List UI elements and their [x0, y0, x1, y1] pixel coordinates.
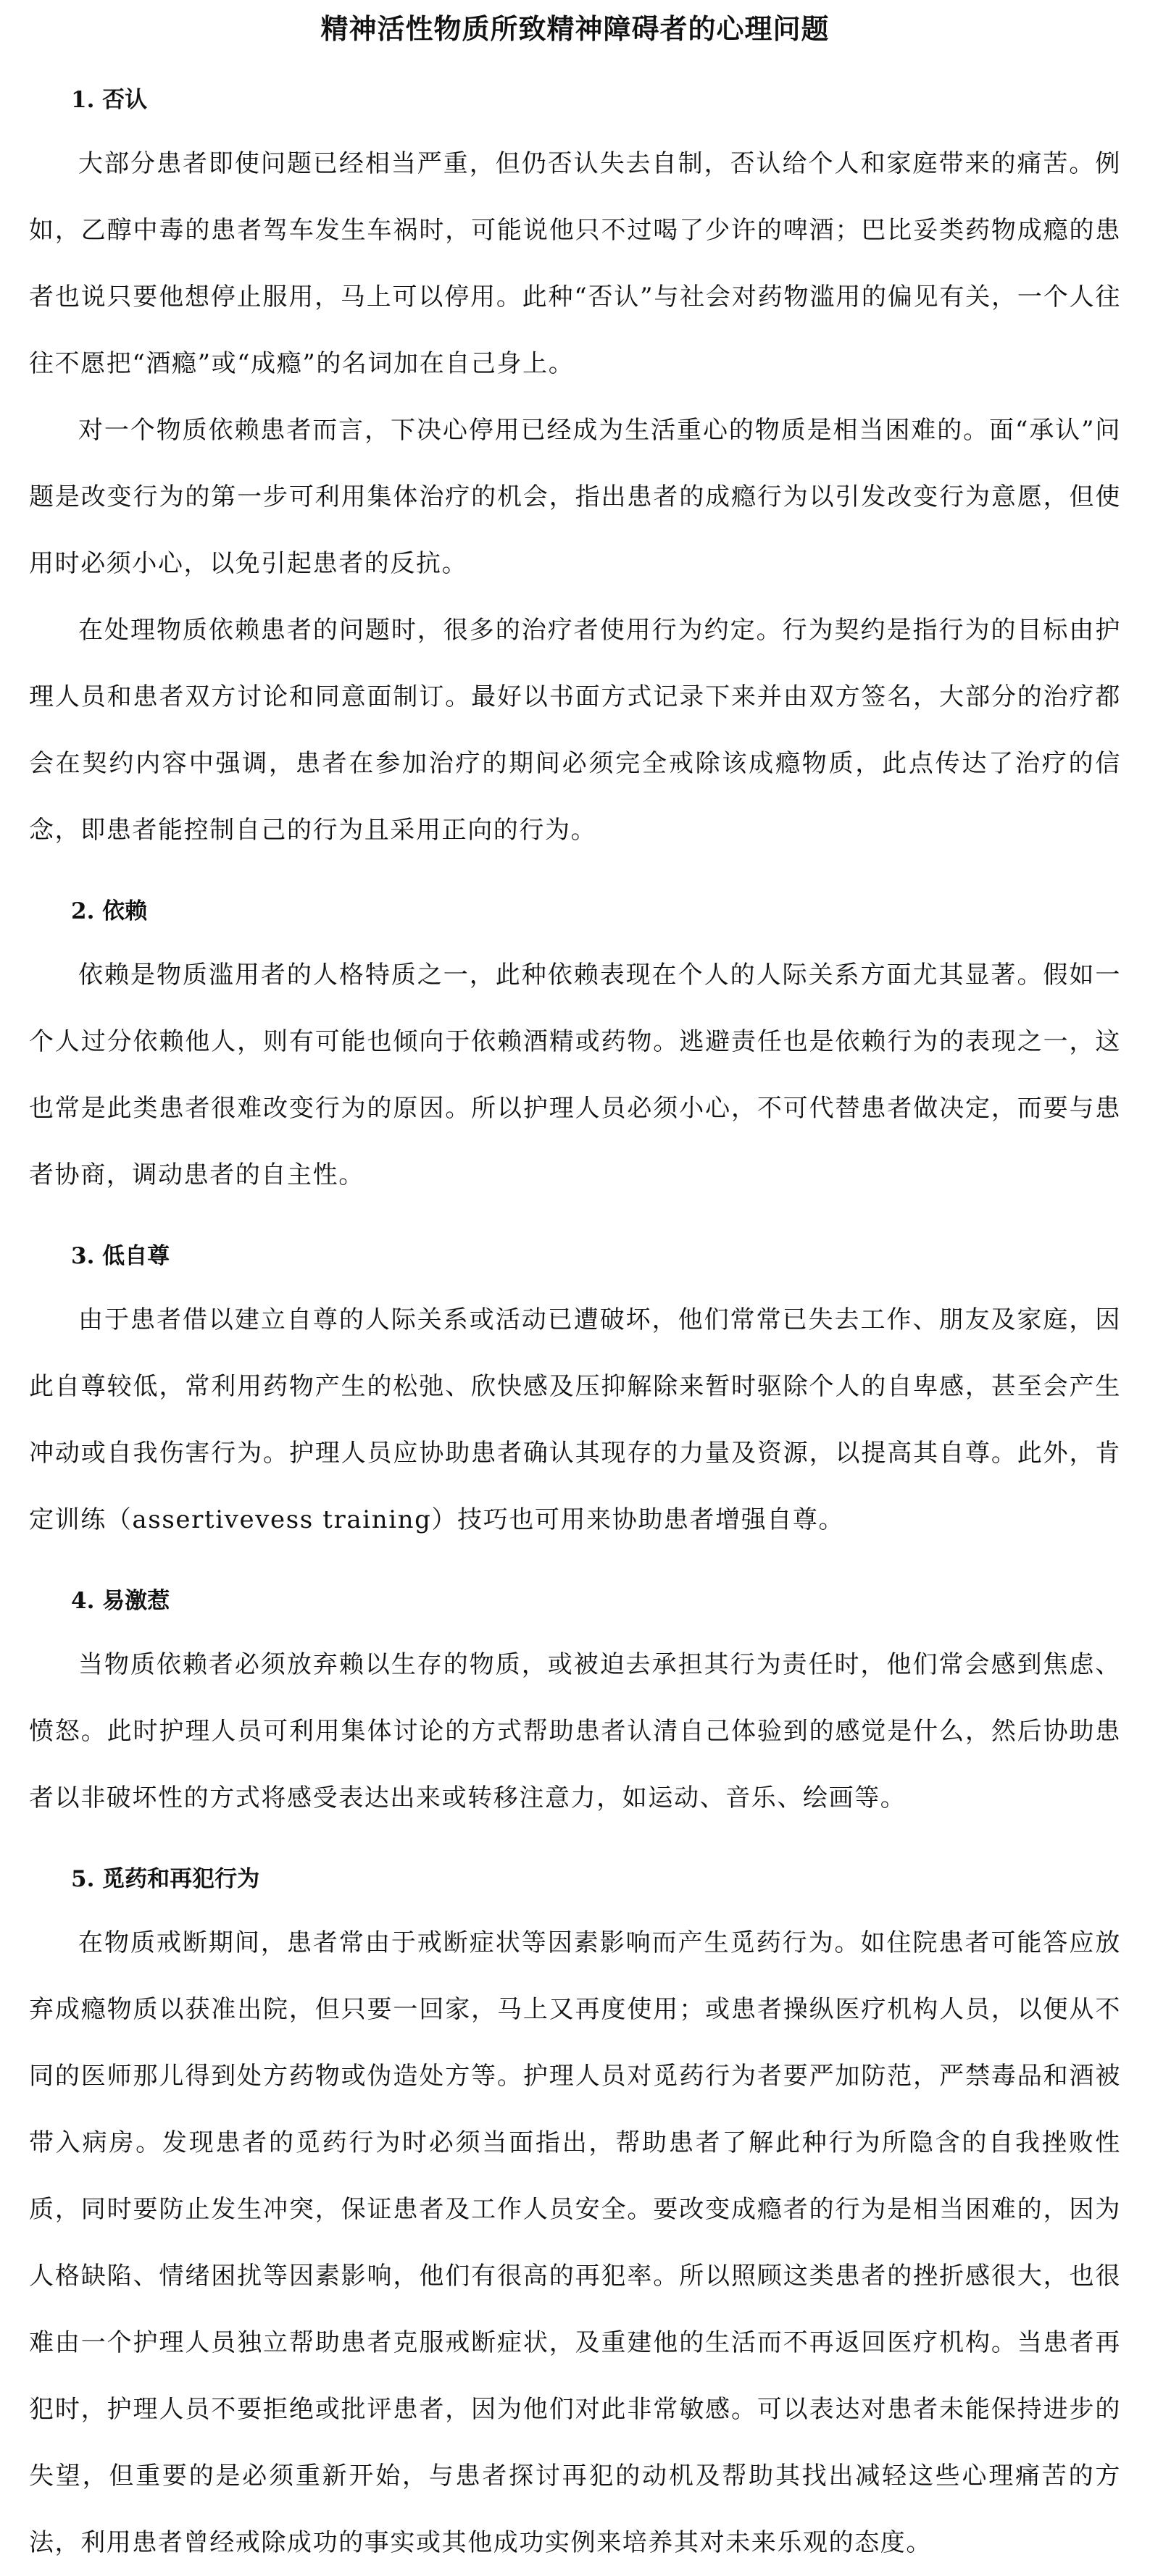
section-heading: 3. 低自尊 [71, 1243, 170, 1269]
section-drug-seeking-relapse [29, 1849, 1121, 2576]
document-title: 精神活性物质所致精神障碍者的心理问题 [320, 12, 830, 45]
paragraph: 当物质依赖者必须放弃赖以生存的物质，或被迫去承担其行为责任时，他们常会感到焦虑、愤怒。此时护理人员可利用集体讨论的方式帮助患者认清自己体验到的感觉是什么，然后协助患者以非破坏性的方式将感受表达出来或转移注意力，如运动、音乐、绘画等。 [29, 1650, 1121, 1812]
paragraph: 对一个物质依赖患者而言，下决心停用已经成为生活重心的物质是相当困难的。面“承认”问题是改变行为的第一步可利用集体治疗的机会，指出患者的成瘾行为以引发改变行为意愿，但使用时必须小心，以免引起患者的反抗。 [29, 416, 1121, 578]
section-heading: 5. 觅药和再犯行为 [71, 1866, 260, 1892]
section-heading: 2. 依赖 [71, 898, 148, 924]
paragraph: 大部分患者即使问题已经相当严重，但仍否认失去自制，否认给个人和家庭带来的痛苦。例如，乙醇中毒的患者驾车发生车祸时，可能说他只不过喝了少许的啤酒；巴比妥类药物成瘾的患者也说只要他想停止服用，马上可以停用。此种“否认”与社会对药物滥用的偏见有关，一个人往往不愿把“酒瘾”或“成瘾”的名词加在自己身上。 [29, 149, 1121, 378]
paragraph: 依赖是物质滥用者的人格特质之一，此种依赖表现在个人的人际关系方面尤其显著。假如一个人过分依赖他人，则有可能也倾向于依赖酒精或药物。逃避责任也是依赖行为的表现之一，这也常是此类患者很难改变行为的原因。所以护理人员必须小心，不可代替患者做决定，而要与患者协商，调动患者的自主性。 [29, 961, 1121, 1189]
section-dependence [29, 881, 1121, 1208]
paragraph: 在物质戒断期间，患者常由于戒断症状等因素影响而产生觅药行为。如住院患者可能答应放弃成瘾物质以获准出院，但只要一回家，马上又再度使用；或患者操纵医疗机构人员，以便从不同的医师那儿得到处方药物或伪造处方等。护理人员对觅药行为者要严加防范，严禁毒品和酒被带入病房。发现患者的觅药行为时必须当面指出，帮助患者了解此种行为所隐含的自我挫败性质，同时要防止发生冲突，保证患者及工作人员安全。要改变成瘾者的行为是相当困难的，因为人格缺陷、情绪困扰等因素影响，他们有很高的再犯率。所以照顾这类患者的挫折感很大，也很难由一个护理人员独立帮助患者克服戒断症状，及重建他的生活而不再返回医疗机构。当患者再犯时，护理人员不要拒绝或批评患者，因为他们对此非常敏感。可以表达对患者未能保持进步的失望，但重要的是必须重新开始，与患者探讨再犯的动机及帮助其找出减轻这些心理痛苦的方法，利用患者曾经戒除成功的事实或其他成功实例来培养其对未来乐观的态度。 [29, 1928, 1121, 2557]
section-heading: 1. 否认 [71, 87, 148, 113]
section-heading: 4. 易激惹 [71, 1588, 170, 1614]
paragraph: 由于患者借以建立自尊的人际关系或活动已遭破坏，他们常常已失去工作、朋友及家庭，因此自尊较低，常利用药物产生的松弛、欣快感及压抑解除来暂时驱除个人的自卑感，甚至会产生冲动或自我伤害行为。护理人员应协助患者确认其现存的力量及资源，以提高其自尊。此外，肯定训练（assertivevess training）技巧也可用来协助患者增强自尊。 [29, 1305, 1121, 1534]
section-low-self-esteem [29, 1226, 1121, 1553]
section-irritability [29, 1571, 1121, 1831]
paragraph: 在处理物质依赖患者的问题时，很多的治疗者使用行为约定。行为契约是指行为的目标由护理人员和患者双方讨论和同意面制订。最好以书面方式记录下来并由双方签名，大部分的治疗都会在契约内容中强调，患者在参加治疗的期间必须完全戒除该成瘾物质，此点传达了治疗的信念，即患者能控制自己的行为且采用正向的行为。 [29, 616, 1121, 845]
section-denial [29, 70, 1121, 863]
